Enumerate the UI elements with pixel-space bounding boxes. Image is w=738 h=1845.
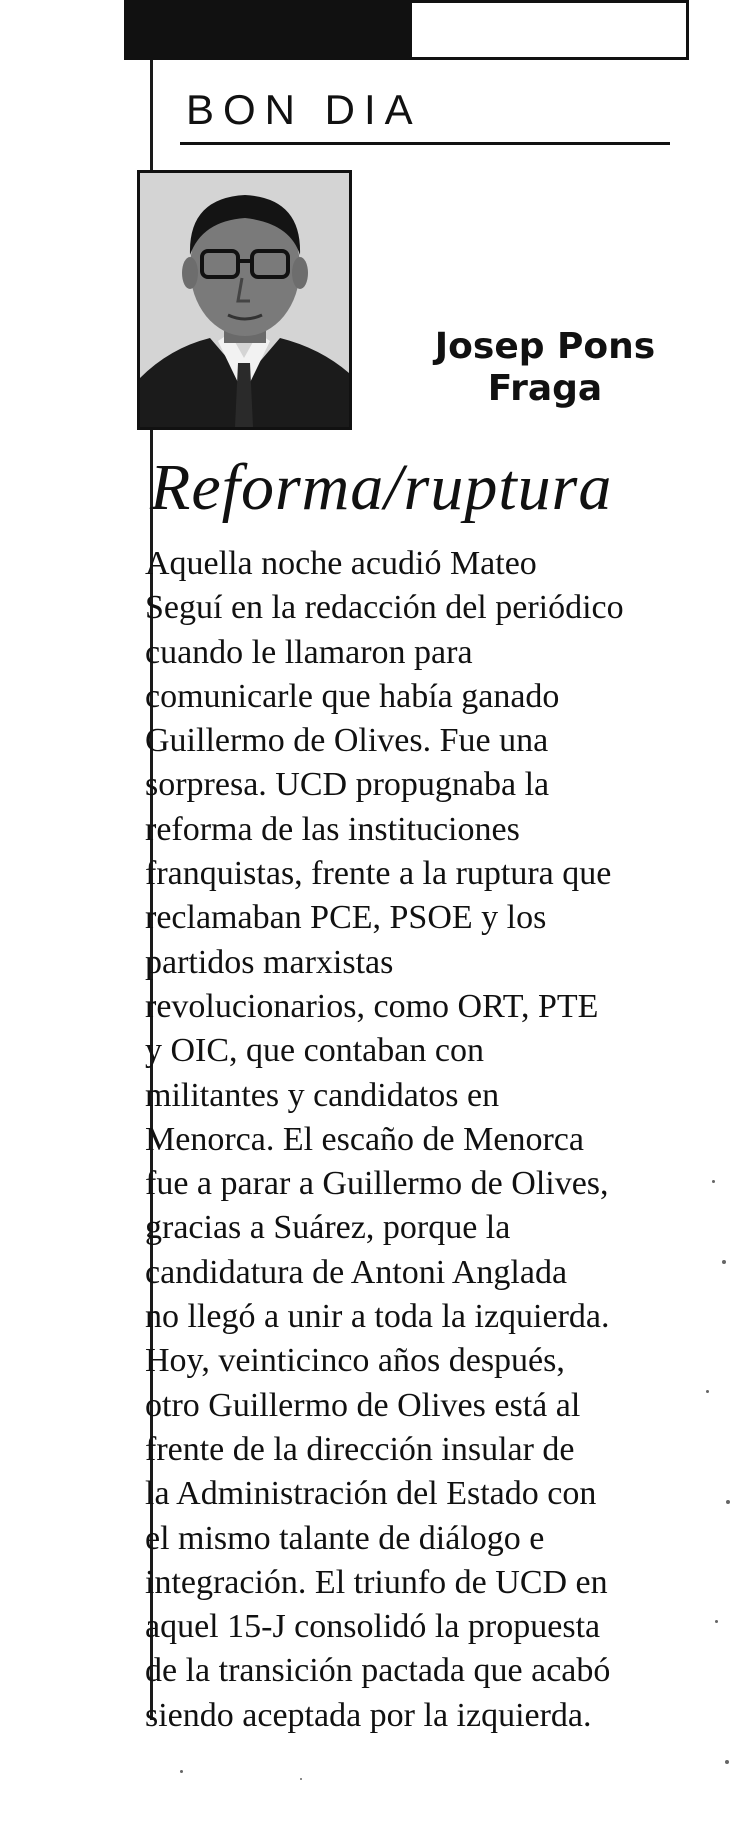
- article-line: Hoy, veinticinco años después,: [145, 1342, 565, 1380]
- article-line: integración. El triunfo de UCD en: [145, 1563, 608, 1601]
- article-line: siendo aceptada por la izquierda.: [145, 1696, 592, 1734]
- article-body: [145, 542, 738, 1738]
- article-line: sorpresa. UCD propugnaba la: [145, 766, 550, 804]
- scan-noise: [712, 1180, 715, 1183]
- article-line: Guillermo de Olives. Fue una: [145, 722, 549, 760]
- header-bar: [124, 0, 689, 60]
- article-line: reforma de las instituciones: [145, 810, 520, 848]
- author-first-name: Josep Pons: [434, 326, 656, 367]
- article-line: franquistas, frente a la ruptura que: [145, 855, 612, 893]
- section-title: BON DIA: [186, 86, 422, 133]
- article-line: y OIC, que contaban con: [145, 1032, 484, 1070]
- section-divider: [180, 142, 670, 145]
- scan-noise: [726, 1500, 730, 1504]
- header-bar-fill: [127, 3, 412, 57]
- article-line: revolucionarios, como ORT, PTE: [145, 987, 599, 1025]
- article-line: militantes y candidatos en: [145, 1076, 500, 1114]
- article-line: de la transición pactada que acabó: [145, 1652, 611, 1690]
- article-line: reclamaban PCE, PSOE y los: [145, 899, 547, 937]
- author-last-name: Fraga: [487, 368, 603, 409]
- scan-noise: [725, 1760, 729, 1764]
- article-headline: Reforma/ruptura: [150, 451, 613, 524]
- article-line: Aquella noche acudió Mateo: [145, 545, 537, 582]
- article-line: no llegó a unir a toda la izquierda.: [145, 1298, 610, 1336]
- article-line: Seguí en la redacción del periódico: [145, 589, 624, 627]
- article-line: la Administración del Estado con: [145, 1475, 597, 1513]
- article-line: Menorca. El escaño de Menorca: [145, 1120, 584, 1158]
- article-line: frente de la dirección insular de: [145, 1430, 575, 1468]
- article-line: fue a parar a Guillermo de Olives,: [145, 1165, 609, 1203]
- article-line: comunicarle que había ganado: [145, 677, 560, 715]
- scan-noise: [722, 1260, 726, 1264]
- article-line: aquel 15-J consolidó la propuesta: [145, 1608, 601, 1646]
- author-portrait-icon: [140, 173, 349, 427]
- scan-noise: [300, 1778, 302, 1780]
- scan-noise: [715, 1620, 718, 1623]
- article-line: el mismo talante de diálogo e: [145, 1519, 545, 1557]
- article-line: gracias a Suárez, porque la: [145, 1209, 511, 1247]
- author-photo: [137, 170, 352, 430]
- scan-noise: [706, 1390, 709, 1393]
- article-line: candidatura de Antoni Anglada: [145, 1253, 568, 1291]
- article-line: partidos marxistas: [145, 943, 394, 981]
- scan-noise: [180, 1770, 183, 1773]
- article-line: cuando le llamaron para: [145, 633, 473, 671]
- article-line: otro Guillermo de Olives está al: [145, 1386, 581, 1424]
- author-byline: [400, 326, 690, 410]
